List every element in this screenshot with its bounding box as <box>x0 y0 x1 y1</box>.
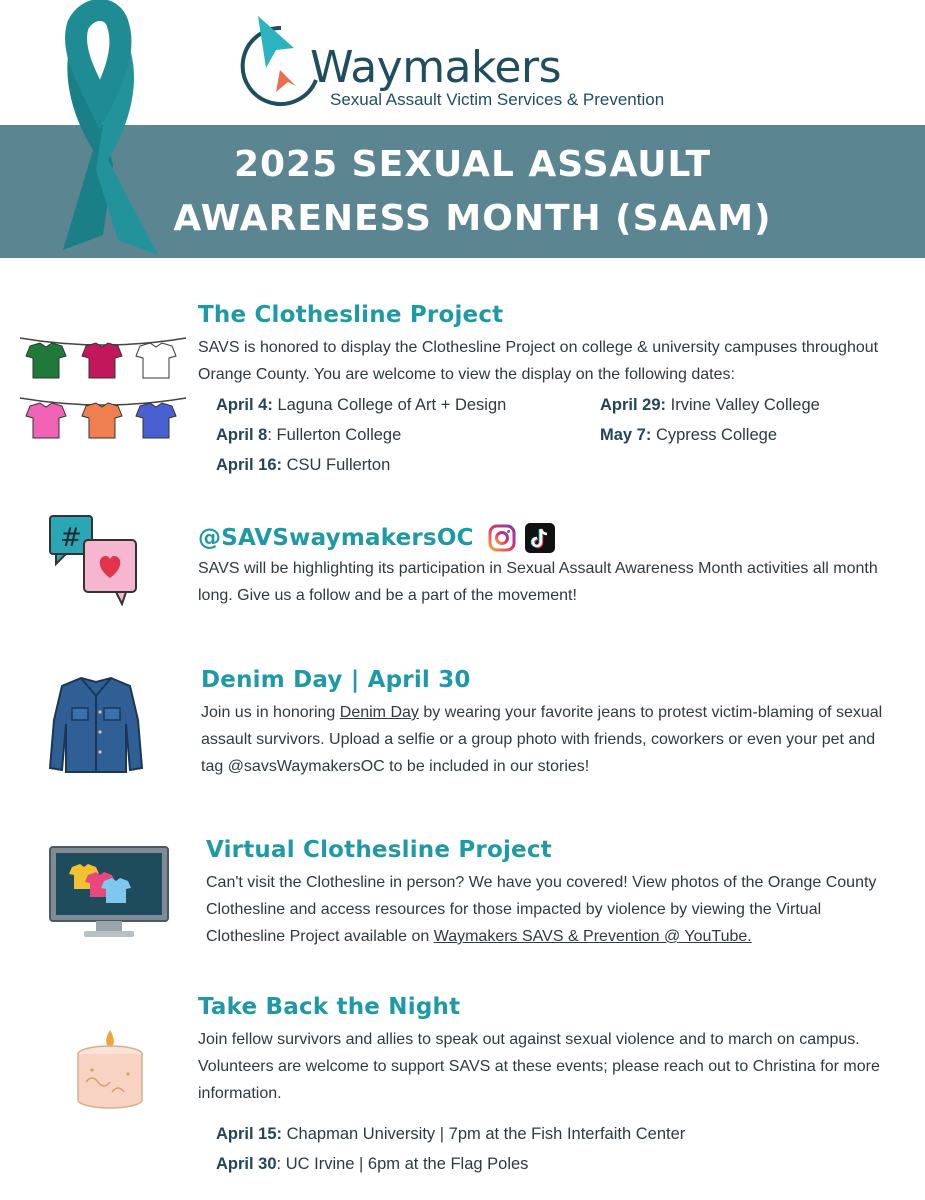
denim-title: Denim Day | April 30 <box>201 667 471 693</box>
awareness-ribbon-icon <box>18 0 193 260</box>
social-body: SAVS will be highlighting its participation in Sexual Assault Awareness Month activities all month long. Give us a follow and be a part of the movement! <box>198 560 878 604</box>
date-item: May 7: Cypress College <box>600 426 778 444</box>
clothesline-dates <box>198 390 898 484</box>
logo-name: Waymakers <box>310 42 562 93</box>
denim-section <box>201 667 901 780</box>
waymakers-logo <box>236 8 696 118</box>
date-item: April 4: Laguna College of Art + Design <box>216 396 507 414</box>
date-item: April 16: CSU Fullerton <box>216 456 391 474</box>
denim-jacket-icon <box>46 672 146 776</box>
logo-subtitle: Sexual Assault Victim Services & Prevention <box>330 90 665 109</box>
social-chat-icon <box>46 512 141 607</box>
virtual-body: Can't visit the Clothesline in person? We have you covered! View photos of the Orange County Clothesline and access resources for those impacted by violence by viewing the Virtual Clothesline Project available on Waymakers SAVS & Prevention @ YouTube. <box>206 874 877 945</box>
virtual-section <box>206 837 896 950</box>
title-line-1: 2025 SEXUAL ASSAULT <box>233 144 712 185</box>
night-body: Join fellow survivors and allies to speak out against sexual violence and to march on campus. Volunteers are welcome to support SAVS at these events; please reach out to Christina for more information. <box>198 1031 880 1102</box>
clothesline-body: SAVS is honored to display the Clothesline Project on college & university campuses throughout Orange County. You are welcome to view the display on the following dates: <box>198 339 879 383</box>
night-events <box>198 1119 898 1181</box>
denim-body: Join us in honoring Denim Day by wearing your favorite jeans to protest victim-blaming of sexual assault survivors. Upload a selfie or a group photo with friends, coworkers or even your pet and tag @savsWaymakersOC to be included in our stories! <box>201 704 883 775</box>
social-section <box>198 523 898 609</box>
social-title: @SAVSwaymakersOC <box>198 525 474 551</box>
event-item: April 15: Chapman University | 7pm at the Fish Interfaith Center <box>216 1125 686 1143</box>
date-item: April 29: Irvine Valley College <box>600 396 820 414</box>
virtual-title: Virtual Clothesline Project <box>206 837 552 863</box>
monitor-icon <box>48 845 170 941</box>
title-line-2: AWARENESS MONTH (SAAM) <box>173 198 772 239</box>
date-item: April 8: Fullerton College <box>216 426 402 444</box>
denim-day-link[interactable]: Denim Day <box>339 704 419 721</box>
night-title: Take Back the Night <box>198 994 461 1020</box>
candle-icon <box>72 1026 148 1110</box>
clothesline-icon <box>18 332 188 447</box>
youtube-link[interactable]: Waymakers SAVS & Prevention @ YouTube. <box>433 928 752 945</box>
tiktok-icon[interactable] <box>525 523 555 553</box>
night-section <box>198 994 898 1181</box>
instagram-icon[interactable] <box>488 524 516 552</box>
svg-text:#: # <box>60 523 82 553</box>
clothesline-title: The Clothesline Project <box>198 302 504 328</box>
clothesline-section <box>198 302 898 484</box>
event-item: April 30: UC Irvine | 6pm at the Flag Poles <box>216 1155 529 1173</box>
